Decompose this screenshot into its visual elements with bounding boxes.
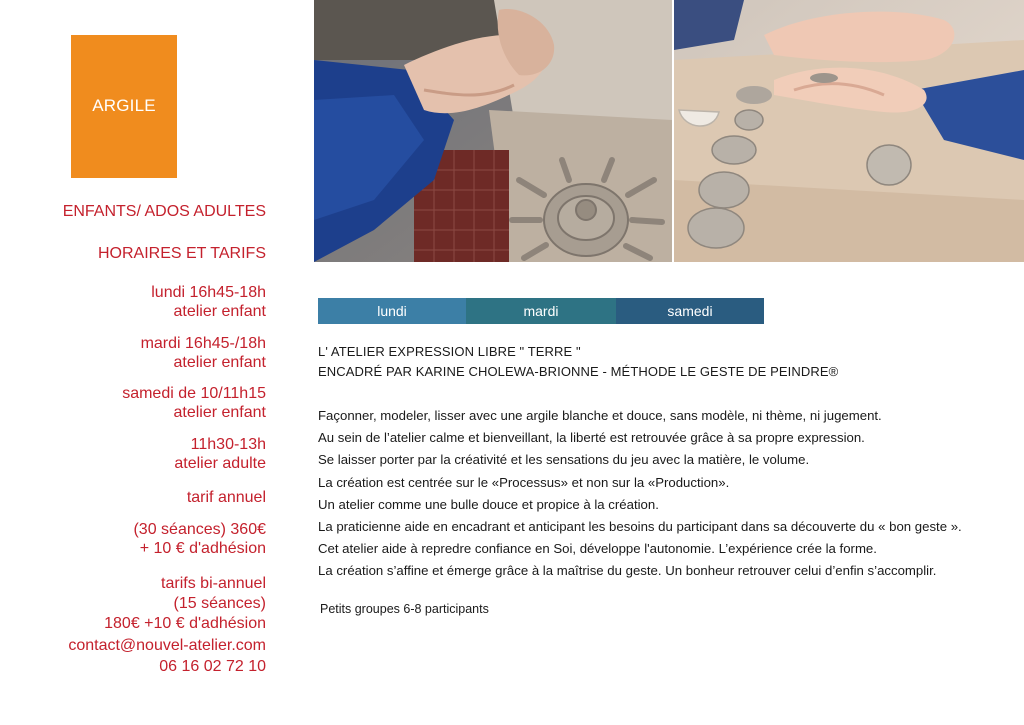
biannuel-sessions: (15 séances) bbox=[173, 595, 266, 612]
day-tab-mardi: mardi bbox=[466, 298, 616, 324]
annuel-price: (30 séances) 360€ bbox=[133, 521, 266, 538]
clay-hands-photo-left bbox=[314, 0, 672, 262]
photo-strip bbox=[314, 0, 1024, 262]
description-paragraph bbox=[318, 405, 962, 583]
tarif-annuel-label: tarif annuel bbox=[186, 489, 266, 506]
audience-label: ENFANTS/ ADOS ADULTES bbox=[62, 203, 266, 220]
contact-email[interactable]: contact@nouvel-atelier.com bbox=[68, 637, 266, 654]
description-line: Cet atelier aide à repredre confiance en Soi, développe l'autonomie. L’expérience crée la forme. bbox=[318, 541, 877, 557]
description-line: Se laisser porter par la créativité et les sensations du jeu avec la matière, le volume. bbox=[318, 452, 810, 468]
session-time: lundi 16h45-18h bbox=[151, 284, 266, 301]
days-bar bbox=[318, 298, 764, 324]
atelier-subheading: ENCADRÉ PAR KARINE CHOLEWA-BRIONNE - MÉTHODE LE GESTE DE PEINDRE® bbox=[318, 364, 839, 379]
clay-sculpture-photo-image bbox=[314, 0, 672, 262]
description-line: La praticienne aide en encadrant et anticipant les besoins du participant dans sa découverte du « bon geste ». bbox=[318, 519, 962, 535]
session-type: atelier enfant bbox=[173, 354, 266, 371]
clay-modeling-photo-image bbox=[674, 0, 1024, 262]
session-time: samedi de 10/11h15 bbox=[122, 385, 266, 402]
day-tab-samedi: samedi bbox=[616, 298, 764, 324]
argile-label: ARGILE bbox=[92, 95, 156, 115]
session-type: atelier enfant bbox=[173, 303, 266, 320]
description-line: Façonner, modeler, lisser avec une argile blanche et douce, sans modèle, ni thème, ni jugement. bbox=[318, 408, 882, 423]
session-time: 11h30-13h bbox=[190, 436, 266, 453]
argile-title-block bbox=[71, 35, 177, 178]
schedule-title: HORAIRES ET TARIFS bbox=[97, 245, 266, 262]
clay-hands-photo-right bbox=[674, 0, 1024, 262]
day-tab-lundi: lundi bbox=[318, 298, 466, 324]
description-line: La création s’affine et émerge grâce à la maîtrise du geste. Un bonheur retrouver celui d’enfin s’accomplir. bbox=[318, 563, 937, 579]
tarif-biannuel-label: tarifs bi-annuel bbox=[161, 575, 266, 592]
session-type: atelier enfant bbox=[173, 404, 266, 421]
contact-phone[interactable]: 06 16 02 72 10 bbox=[159, 658, 266, 675]
description-line: La création est centrée sur le «Processus» et non sur la «Production». bbox=[318, 474, 730, 490]
session-type: atelier adulte bbox=[174, 455, 266, 472]
description-line: Au sein de l’atelier calme et bienveillant, la liberté est retrouvée grâce à sa propre expression. bbox=[318, 430, 865, 446]
atelier-heading: L' ATELIER EXPRESSION LIBRE " TERRE " bbox=[318, 344, 581, 359]
annuel-adhesion: + 10 € d'adhésion bbox=[139, 540, 266, 557]
description-line: Un atelier comme une bulle douce et propice à la création. bbox=[318, 496, 659, 512]
biannuel-price: 180€ +10 € d'adhésion bbox=[104, 615, 266, 632]
session-time: mardi 16h45-/18h bbox=[140, 335, 266, 352]
group-size-note: Petits groupes 6-8 participants bbox=[320, 602, 489, 616]
